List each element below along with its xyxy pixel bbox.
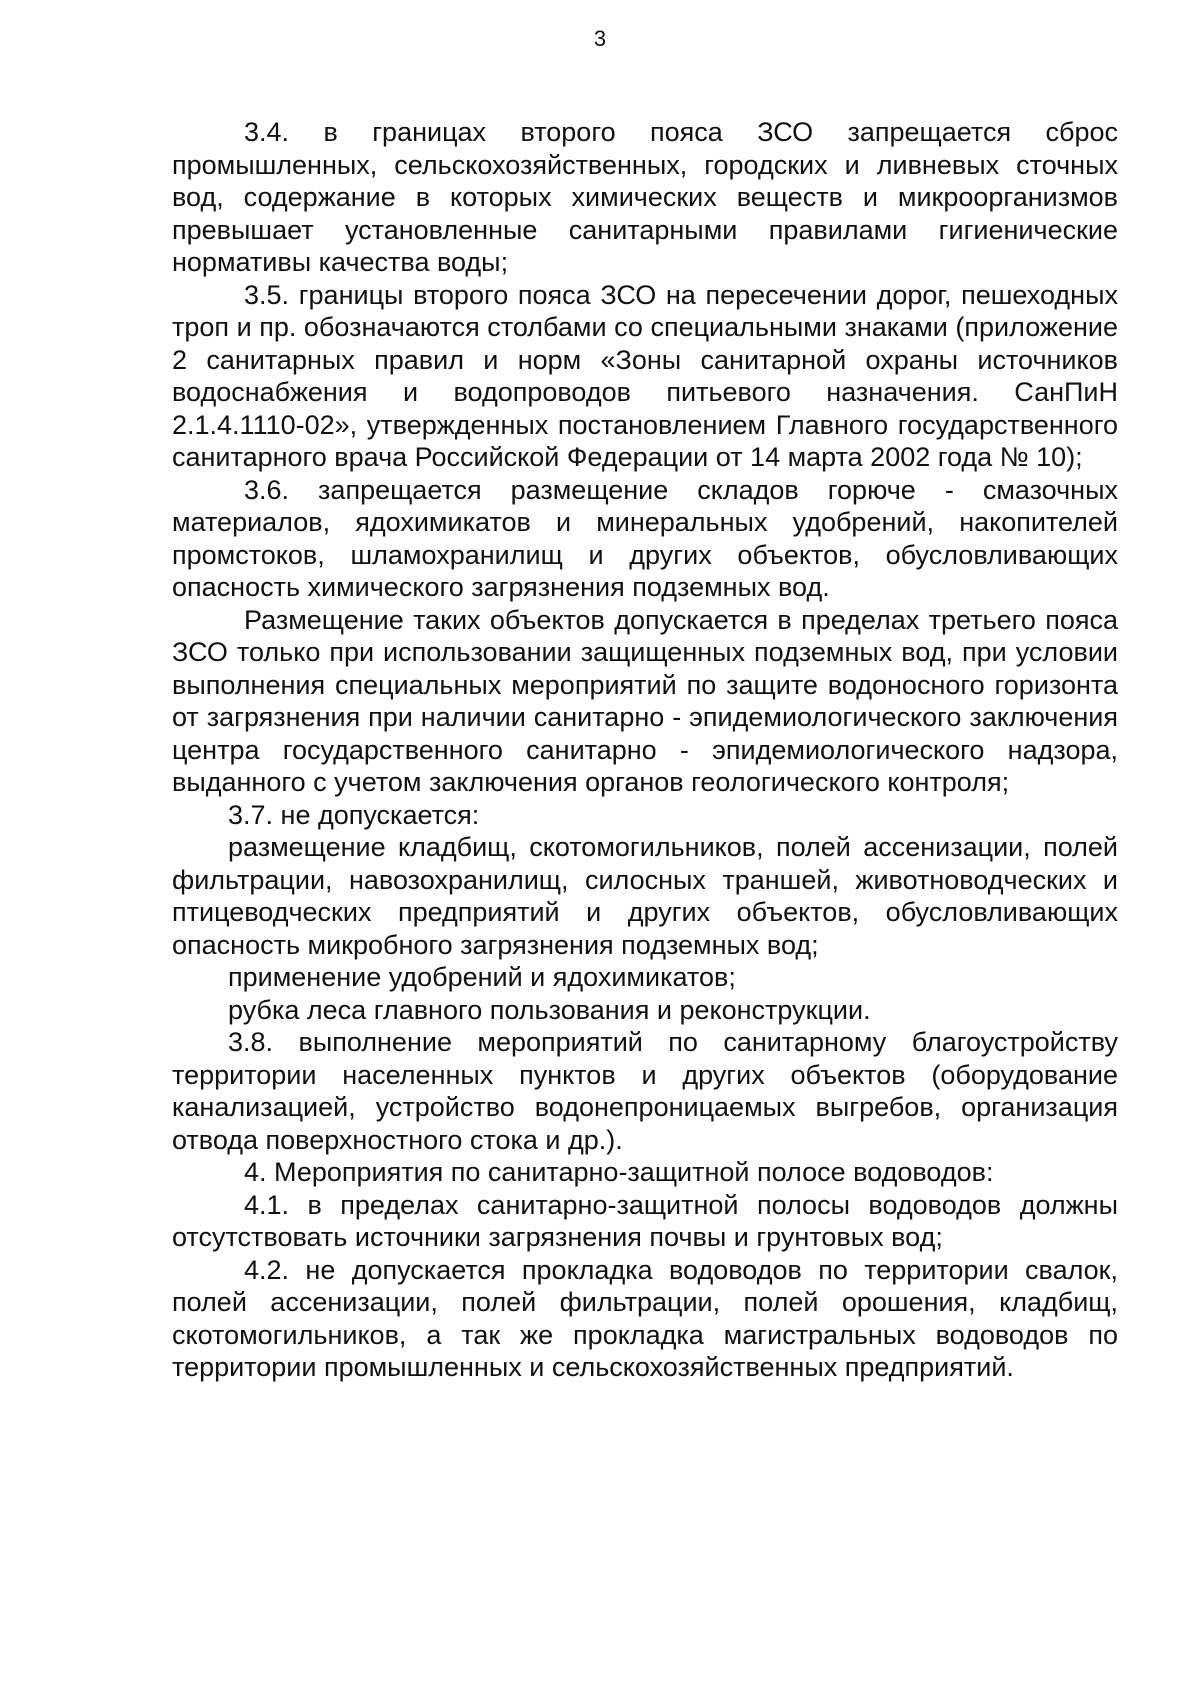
paragraph-3-8: 3.8. выполнение мероприятий по санитарному благоустройству территории населенных пунктов и других объектов (оборудование канализацией, устройство водонепроницаемых выгребов, организация отвода поверхностного стока и др.). [172, 1027, 1118, 1155]
paragraph-3-5: 3.5. границы второго пояса ЗСО на пересечении дорог, пешеходных троп и пр. обозначаются столбами со специальными знаками (приложение 2 санитарных правил и норм «Зоны санитарной охраны источников водоснабжения и водопроводов питьевого назначения. СанПиН 2.1.4.1110-02», утвержденных постановлением Главного государственного санитарного врача Российской Федерации от 14 марта 2002 года № 10); [172, 279, 1118, 472]
paragraph-3-6: 3.6. запрещается размещение складов горюче - смазочных материалов, ядохимикатов и минеральных удобрений, накопителей промстоков, шламохранилищ и других объектов, обусловливающих опасность химического загрязнения подземных вод. [172, 474, 1118, 602]
paragraph-3-7-item-cemeteries: размещение кладбищ, скотомогильников, полей ассенизации, полей фильтрации, навозохранилищ, силосных траншей, животноводческих и птицеводческих предприятий и других объектов, обусловливающих опасность микробного загрязнения подземных вод; [172, 832, 1118, 960]
document-body [172, 116, 1118, 1384]
paragraph-4-2: 4.2. не допускается прокладка водоводов по территории свалок, полей ассенизации, полей фильтрации, полей орошения, кладбищ, скотомогильников, а так же прокладка магистральных водоводов по территории промышленных и сельскохозяйственных предприятий. [172, 1254, 1118, 1382]
page-number: 3 [593, 26, 607, 51]
paragraph-3-7: 3.7. не допускается: [228, 799, 480, 830]
paragraph-3-7-item-fertilizers: применение удобрений и ядохимикатов; [228, 962, 736, 992]
paragraph-3-6-placement: Размещение таких объектов допускается в пределах третьего пояса ЗСО только при использовании защищенных подземных вод, при условии выполнения специальных мероприятий по защите водоносного горизонта от загрязнения при наличии санитарно - эпидемиологического заключения центра государственного санитарно - эпидемиологического надзора, выданного с учетом заключения органов геологического контроля; [172, 604, 1118, 797]
paragraph-4-1: 4.1. в пределах санитарно-защитной полосы водоводов должны отсутствовать источники загрязнения почвы и грунтовых вод; [172, 1189, 1118, 1252]
section-4-heading: 4. Мероприятия по санитарно-защитной полосе водоводов: [244, 1157, 994, 1187]
paragraph-3-4: 3.4. в границах второго пояса ЗСО запрещается сброс промышленных, сельскохозяйственных, городских и ливневых сточных вод, содержание в которых химических веществ и микроорганизмов превышает установленные санитарными правилами гигиенические нормативы качества воды; [172, 117, 1118, 277]
paragraph-3-7-item-logging: рубка леса главного пользования и реконструкции. [228, 994, 871, 1025]
